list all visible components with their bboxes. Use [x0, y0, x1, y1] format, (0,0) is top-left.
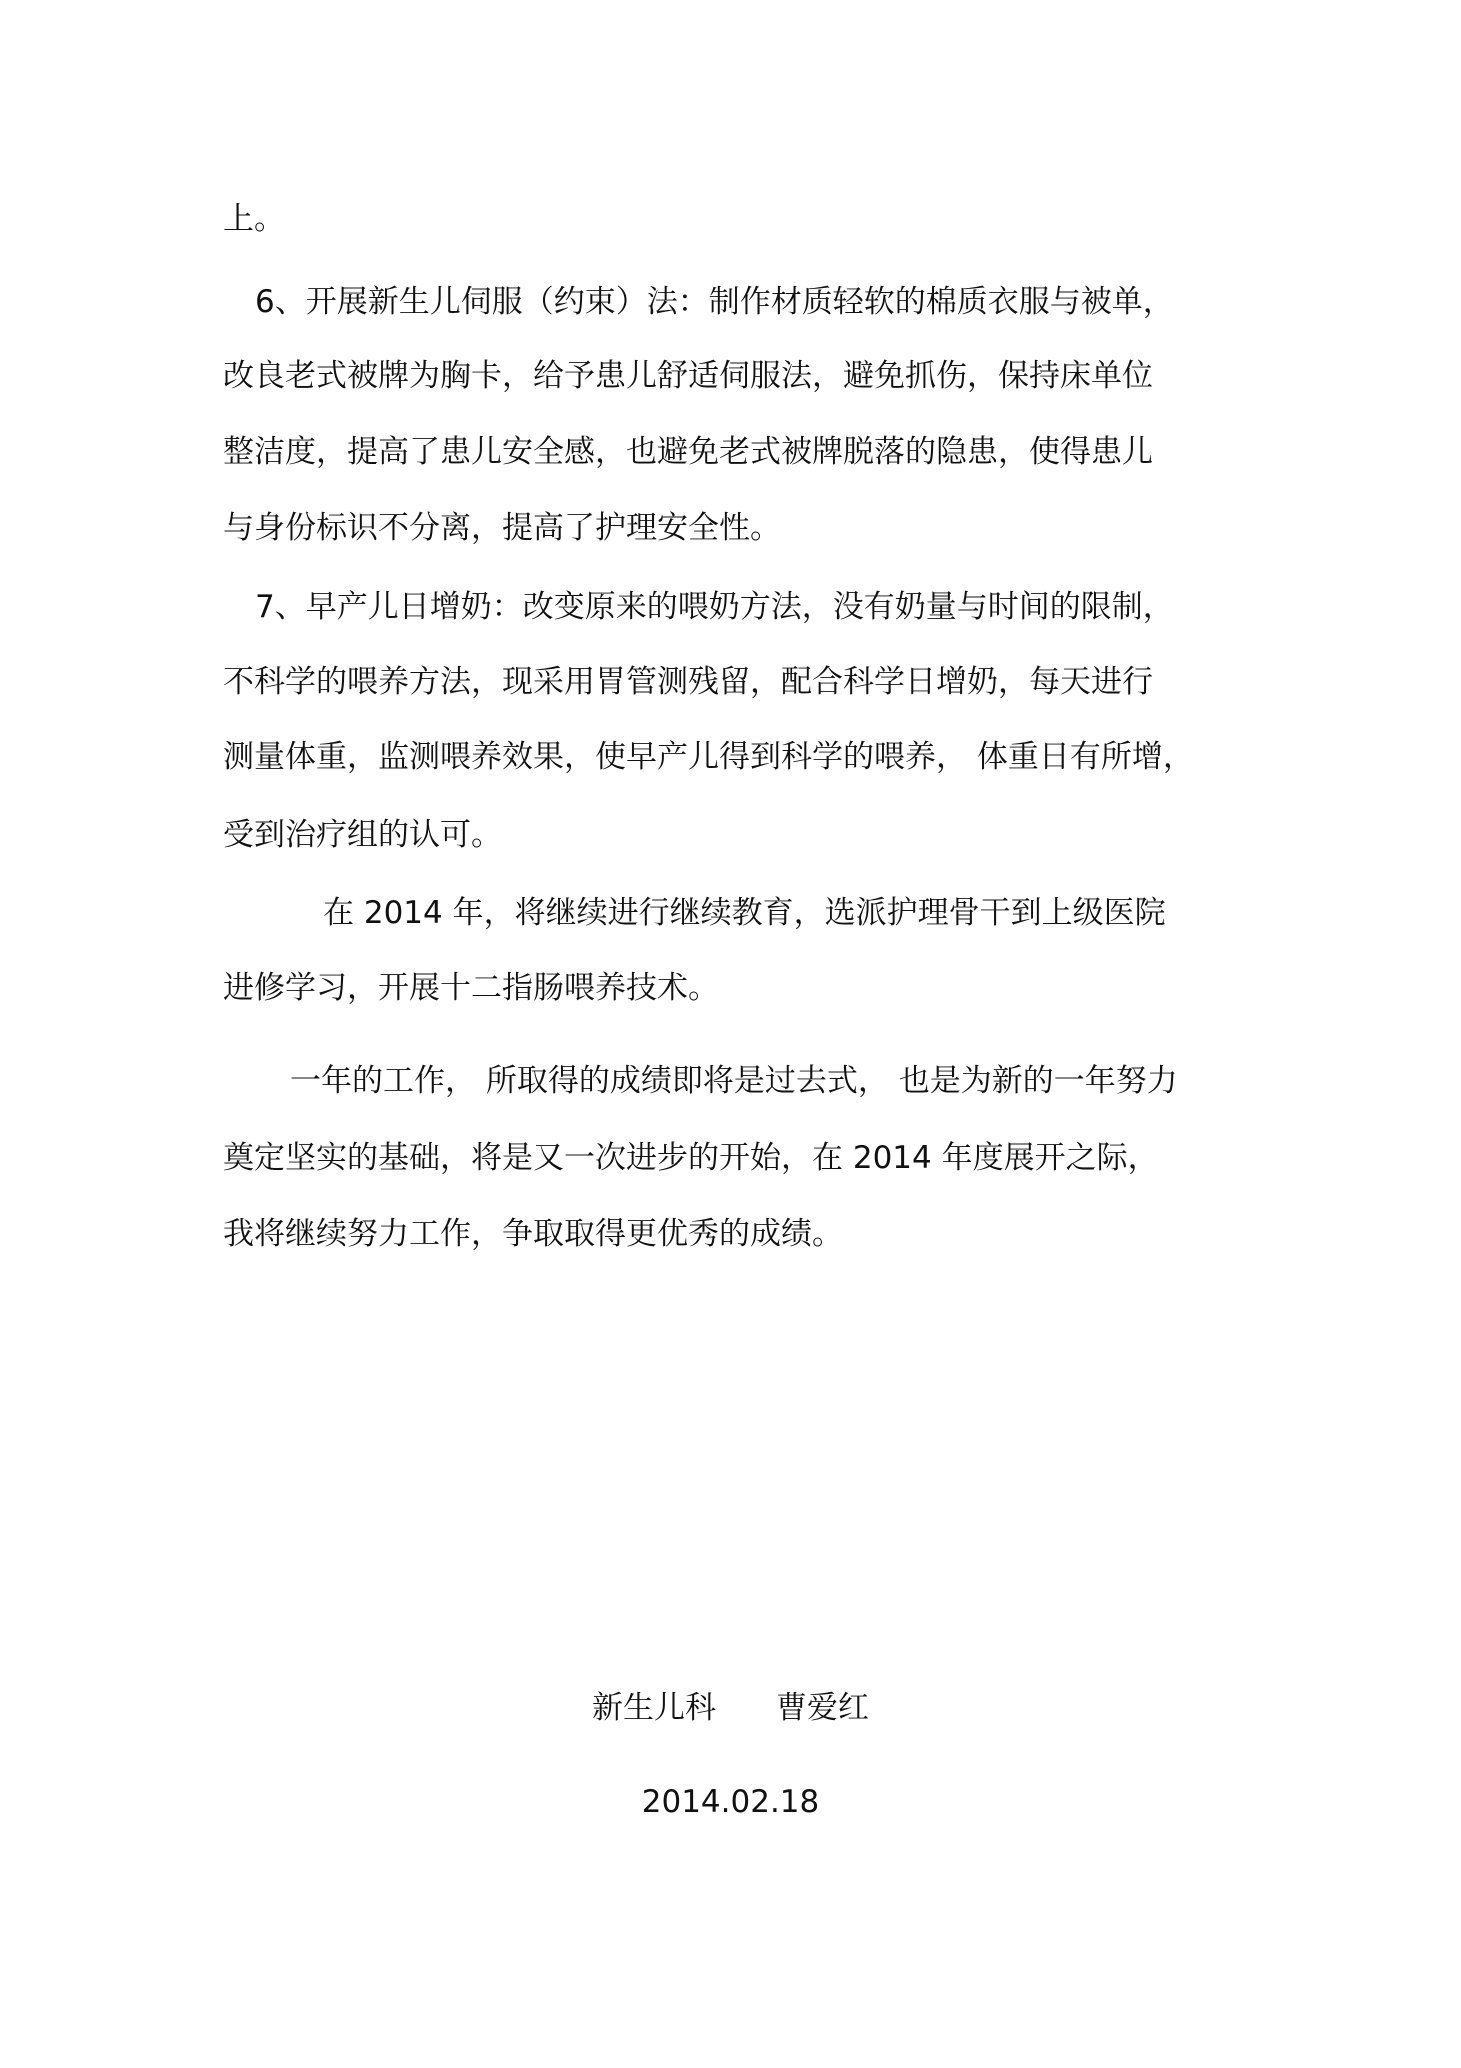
text-line: 进修学习，开展十二指肠喂养技术。 [223, 970, 719, 1006]
text-line: 不科学的喂养方法，现采用胃管测残留，配合科学日增奶，每天进行 [223, 664, 1153, 700]
signature-date: 2014.02.18 [641, 1784, 820, 1820]
text-line: 我将继续努力工作，争取取得更优秀的成绩。 [223, 1216, 843, 1252]
text-line: 上。 [223, 201, 285, 237]
text-line: 在 2014 年，将继续进行继续教育，选派护理骨干到上级医院 [323, 895, 1166, 931]
text-line: 整洁度，提高了患儿安全感，也避免老式被牌脱落的隐患，使得患儿 [223, 434, 1153, 470]
text-line: 改良老式被牌为胸卡，给予患儿舒适伺服法，避免抓伤，保持床单位 [223, 358, 1153, 394]
text-line: 一年的工作， 所取得的成绩即将是过去式， 也是为新的一年努力 [290, 1063, 1178, 1099]
text-line: 与身份标识不分离，提高了护理安全性。 [223, 510, 781, 546]
signature-name: 曹爱红 [776, 1690, 869, 1726]
text-line: 奠定坚实的基础，将是又一次进步的开始，在 2014 年度展开之际， [223, 1140, 1159, 1176]
signature-department: 新生儿科 [592, 1690, 716, 1726]
signature-line [0, 1688, 1461, 1728]
text-line: 受到治疗组的认可。 [223, 817, 502, 853]
text-line: 6、开展新生儿伺服（约束）法：制作材质轻软的棉质衣服与被单， [255, 284, 1174, 320]
text-line: 测量体重，监测喂养效果，使早产儿得到科学的喂养， 体重日有所增， [223, 739, 1194, 775]
text-line: 7、早产儿日增奶：改变原来的喂奶方法，没有奶量与时间的限制， [255, 589, 1174, 625]
